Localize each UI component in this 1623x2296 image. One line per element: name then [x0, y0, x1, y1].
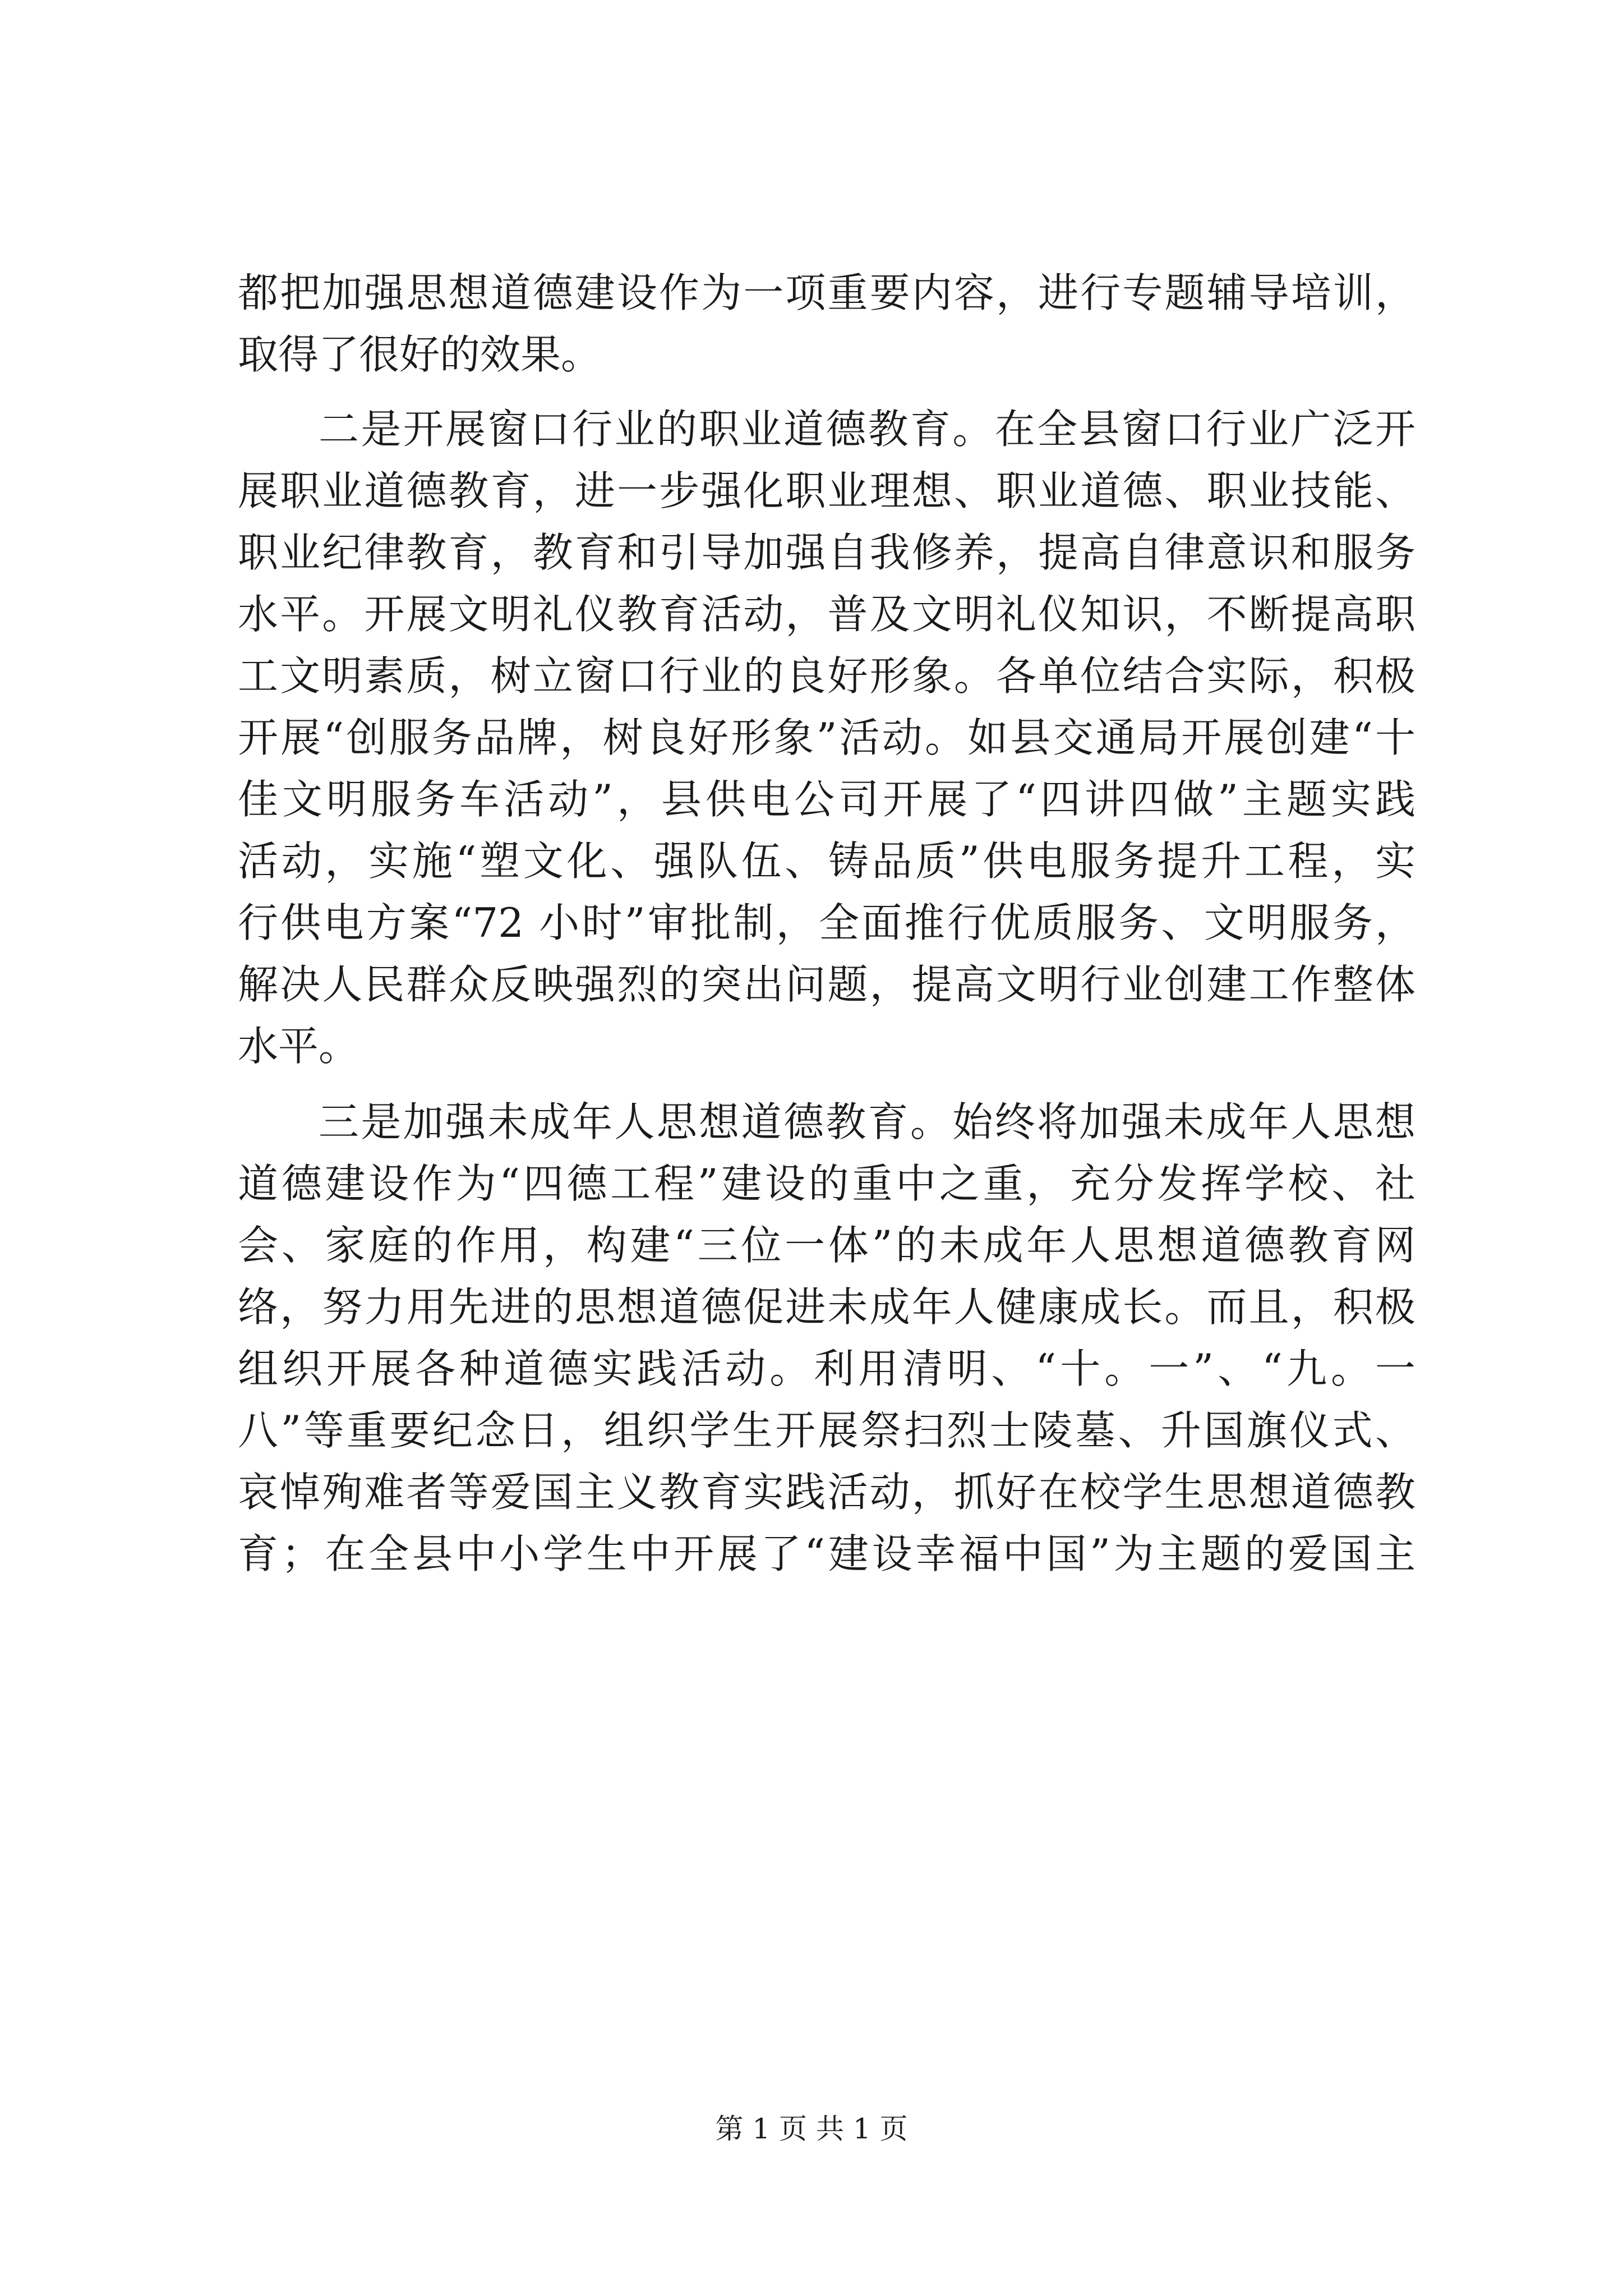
text-line: 展职业道德教育，进一步强化职业理想、职业道德、职业技能、 [238, 467, 1415, 514]
text-line: 水平。 [238, 1023, 359, 1070]
text-line: 活动，实施“塑文化、强队伍、铸品质”供电服务提升工程，实 [238, 838, 1415, 885]
text-line: 取得了很好的效果。 [238, 331, 602, 378]
text-line: 水平。开展文明礼仪教育活动，普及文明礼仪知识，不断提高职 [238, 591, 1415, 638]
text-line: 工文明素质，树立窗口行业的良好形象。各单位结合实际，积极 [238, 652, 1415, 700]
text-line: 育；在全县中小学生中开展了“建设幸福中国”为主题的爱国主 [238, 1530, 1415, 1577]
text-line: 哀悼殉难者等爱国主义教育实践活动，抓好在校学生思想道德教 [238, 1469, 1415, 1516]
text-line: 解决人民群众反映强烈的突出问题，提高文明行业创建工作整体 [238, 961, 1415, 1008]
page-number-footer: 第 1 页 共 1 页 [715, 2113, 908, 2145]
text-line: 职业纪律教育，教育和引导加强自我修养，提高自律意识和服务 [238, 529, 1415, 576]
text-line: 佳文明服务车活动”，县供电公司开展了“四讲四做”主题实践 [238, 776, 1415, 823]
text-line: 络，努力用先进的思想道德促进未成年人健康成长。而且，积极 [238, 1283, 1415, 1331]
paragraph-start-line: 三是加强未成年人思想道德教育。始终将加强未成年人思想 [319, 1098, 1415, 1145]
text-line: 道德建设作为“四德工程”建设的重中之重，充分发挥学校、社 [238, 1160, 1415, 1207]
text-line: 行供电方案“72 小时”审批制，全面推行优质服务、文明服务， [238, 899, 1415, 946]
text-line: 组织开展各种道德实践活动。利用清明、“十。一”、“九。一 [238, 1345, 1415, 1392]
text-line: 开展“创服务品牌，树良好形象”活动。如县交通局开展创建“十 [238, 714, 1415, 761]
text-line: 八”等重要纪念日，组织学生开展祭扫烈士陵墓、升国旗仪式、 [238, 1407, 1415, 1454]
paragraph-start-line: 二是开展窗口行业的职业道德教育。在全县窗口行业广泛开 [319, 406, 1415, 453]
text-line: 会、家庭的作用，构建“三位一体”的未成年人思想道德教育网 [238, 1222, 1415, 1269]
text-line: 都把加强思想道德建设作为一项重要内容，进行专题辅导培训， [238, 269, 1415, 316]
